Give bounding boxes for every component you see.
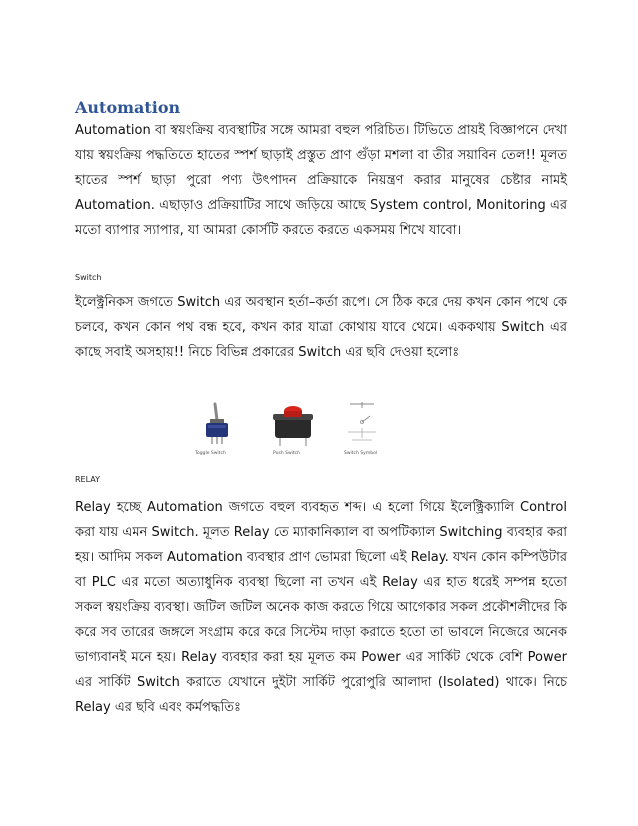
push-switch-icon	[268, 398, 318, 448]
relay-paragraph: Relay হচ্ছে Automation জগতে বহুল ব্যবহৃত শব্দ। এ হলো গিয়ে ইলেক্ট্রিক্যালি Control করা যায় এমন Switch. মূলত Relay তে ম্যাকানিক্যাল বা অপটিক্যাল Switching ব্যবহার করা হয়। আদিম সকল Automation ব্যবস্থার প্রাণ ভোমরা ছিলো এই Relay. যখন কোন কম্পিউটার বা PLC এর মতো অত্যাধুনিক ব্যবস্থা ছিলো না তখন এই Relay এর হাত ধরেই সম্পন্ন হতো সকল স্বয়ংক্রিয় ব্যবস্থা। জটিল জটিল অনেক কাজ করতে গিয়ে আগেকার সকল প্রকৌশলীদের কি করে সব তারের জঙ্গলে সংগ্রাম করে করে সিস্টেম দাড়া করাতে হতো তা ভাবলে নিজেরে অনেক ভাগ্যবানই মনে হয়। Relay ব্যবহার করা হয় মূলত কম Power এর সার্কিট থেকে বেশি Power এর সার্কিট Switch করাতে যেখানে দুইটা সার্কিট পুরোপুরি আলাদা (Isolated) থাকে। নিচে Relay এর ছবি এবং কর্মপদ্ধতিঃ	[75, 500, 567, 715]
automation-paragraph: Automation বা স্বয়ংক্রিয় ব্যবস্থাটির সঙ্গে আমরা বহুল পরিচিত। টিভিতে প্রায়ই বিজ্ঞাপনে দেখা যায় স্বয়ংক্রিয় পদ্ধতিতে হাতের স্পর্শ ছাড়াই প্রস্তুত প্রাণ গুঁড়া মশলা বা তীর সয়াবিন তেল!! মূলত হাতের স্পর্শ ছাড়া পুরো পণ্য উৎপাদন প্রক্রিয়াকে নিয়ন্ত্রণ করার মানুষের চেষ্টার নামই Automation. এছাড়াও প্রক্রিয়াটির সাথে জড়িয়ে আছে System control, Monitoring এর মতো ব্যাপার স্যাপার, যা আমরা কোর্সটি করতে করতে একসময় শিখে যাবো।	[75, 123, 567, 238]
automation-title: Automation	[75, 98, 181, 117]
toggle-switch-caption: Toggle Switch	[195, 451, 226, 456]
switch-paragraph: ইলেক্ট্রনিকস জগতে Switch এর অবস্থান হর্তা–কর্তা রূপে। সে ঠিক করে দেয় কখন কোন পথে কে চলবে, কখন কোন পথ বন্ধ হবে, কখন কার যাত্রা কোথায় যাবে থেমে। এককথায় Switch এর কাছে সবাই অসহায়!! নিচে বিভিন্ন প্রকারের Switch এর ছবি দেওয়া হলোঃ	[75, 295, 567, 360]
toggle-switch-icon	[200, 400, 234, 446]
switch-symbol-icon	[342, 400, 382, 446]
switch-symbol-caption: Switch Symbol	[344, 451, 378, 456]
relay-heading: RELAY	[75, 475, 100, 484]
switch-heading: Switch	[75, 273, 102, 282]
push-switch-caption: Push Switch	[273, 451, 300, 456]
